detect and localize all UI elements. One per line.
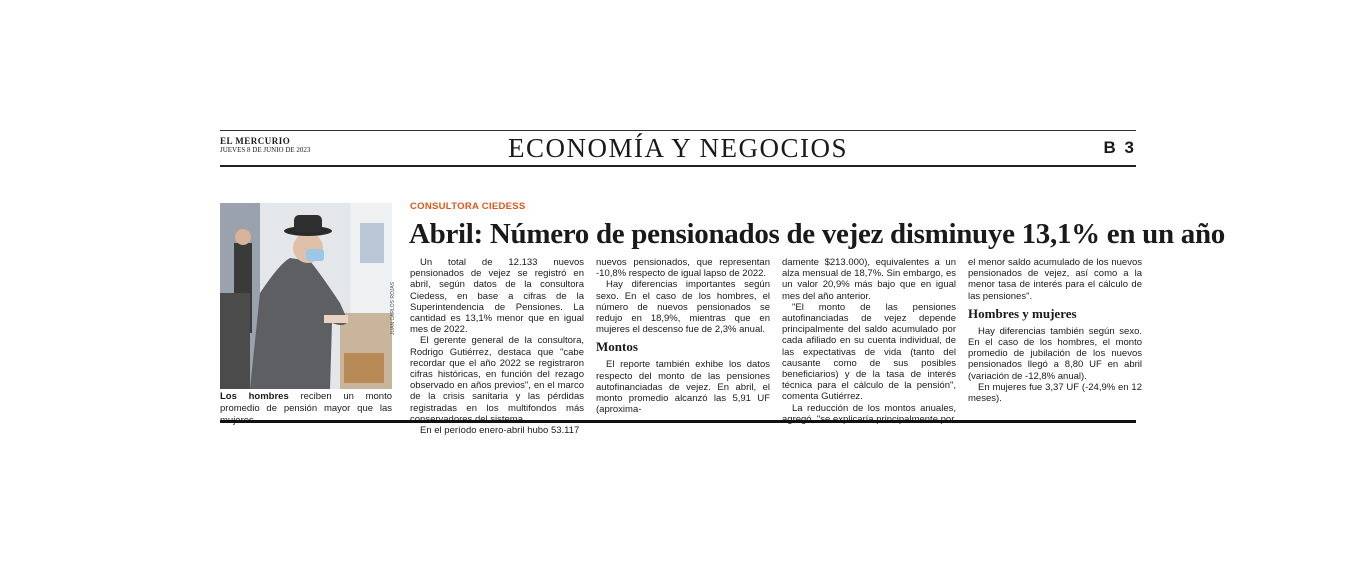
paragraph: La reducción de los montos anuales, [792,402,956,414]
paragraph: "El monto de las pensiones autofinanciadas de vejez depende principalmente del saldo acumulado por cada afiliado en su cuenta individual, de las expectativas de vida (tanto del causante como de sus posibles beneficiarios) y de la tasa de interés técnica para el cálculo de la pensión", comenta Gutiérrez. [782,301,956,403]
photo-illustration [220,203,392,389]
subheading-montos: Montos [596,339,638,355]
paragraph: el menor saldo acumulado de los nuevos pensionados de vejez, así como a la menor tasa de interés para el cálculo de las pensiones". [968,257,1142,302]
article-column-3 [782,257,956,425]
paragraph: El reporte también exhibe los datos respecto del monto de las pensiones autofinanciadas de vejez. En abril, el monto promedio alcanzó las 5,91 UF (aproxima- [596,359,770,416]
newspaper-page [220,130,1225,437]
photo-credit: JUAN CARLOS ROJAS [390,281,396,335]
paragraph: En el período enero-abril hubo 53.117 [420,425,580,437]
subheading-hombres-mujeres: Hombres y mujeres [968,305,1077,321]
bottom-rule [220,420,1136,423]
section-title: ECONOMÍA Y NEGOCIOS [507,133,848,163]
article-kicker: CONSULTORA CIEDESS [410,201,526,212]
paragraph: damente $213.000), equivalentes a un alza mensual de 18,7%. Sin embargo, es un valor 20,9% más bajo que en igual mes del año anterior. [782,257,956,302]
article-column-4 [968,257,1142,404]
caption-lead: Los hombres [220,391,289,402]
page-number: B 3 [1103,138,1136,157]
paragraph: Un total de 12.133 nuevos pensionados de vejez se registró en abril, según datos de la consultora Ciedess, en base a cifras de la Superintendencia de Pensiones. La cantidad es 13,1% menor que en igual mes de 2022. [410,257,584,336]
article-headline: Abril: Número de pensionados de vejez disminuye 13,1% en un año [409,218,1225,250]
paragraph: Hay diferencias importantes según sexo. En el caso de los hombres, el número de nuevos pensionados se redujo en 18,9%, mientras que en mujeres el descenso fue de 2,3% anual. [596,279,770,336]
paragraph: nuevos pensionados, que representan -10,8% respecto de igual lapso de 2022. [596,257,770,280]
paragraph: Hay diferencias también según sexo. En el caso de los hombres, el monto promedio de jubilación de los nuevos pensionados llegó a 8,80 UF en abril (variación de -12,8% anual). [968,325,1142,382]
publication-date: JUEVES 8 DE JUNIO DE 2023 [220,146,311,154]
article-photo [220,203,392,389]
caption-text: reciben un monto promedio de pensión mayor que las [220,391,393,414]
paragraph: En mujeres fue 3,37 UF (-24,9% en 12 meses). [968,381,1142,405]
header-rule [220,165,1136,167]
paragraph: El gerente general de la consultora, Rodrigo Gutiérrez, destaca que "cabe recordar que el año 2022 se registraron cifras históricas, en función del rezago observado en años previos", en el marco de la crisis sanitaria y las pérdidas registradas en los multifondos más [410,335,584,414]
article-column-2 [596,257,770,415]
newspaper-name: EL MERCURIO [220,136,291,146]
article-column-1 [410,257,584,436]
